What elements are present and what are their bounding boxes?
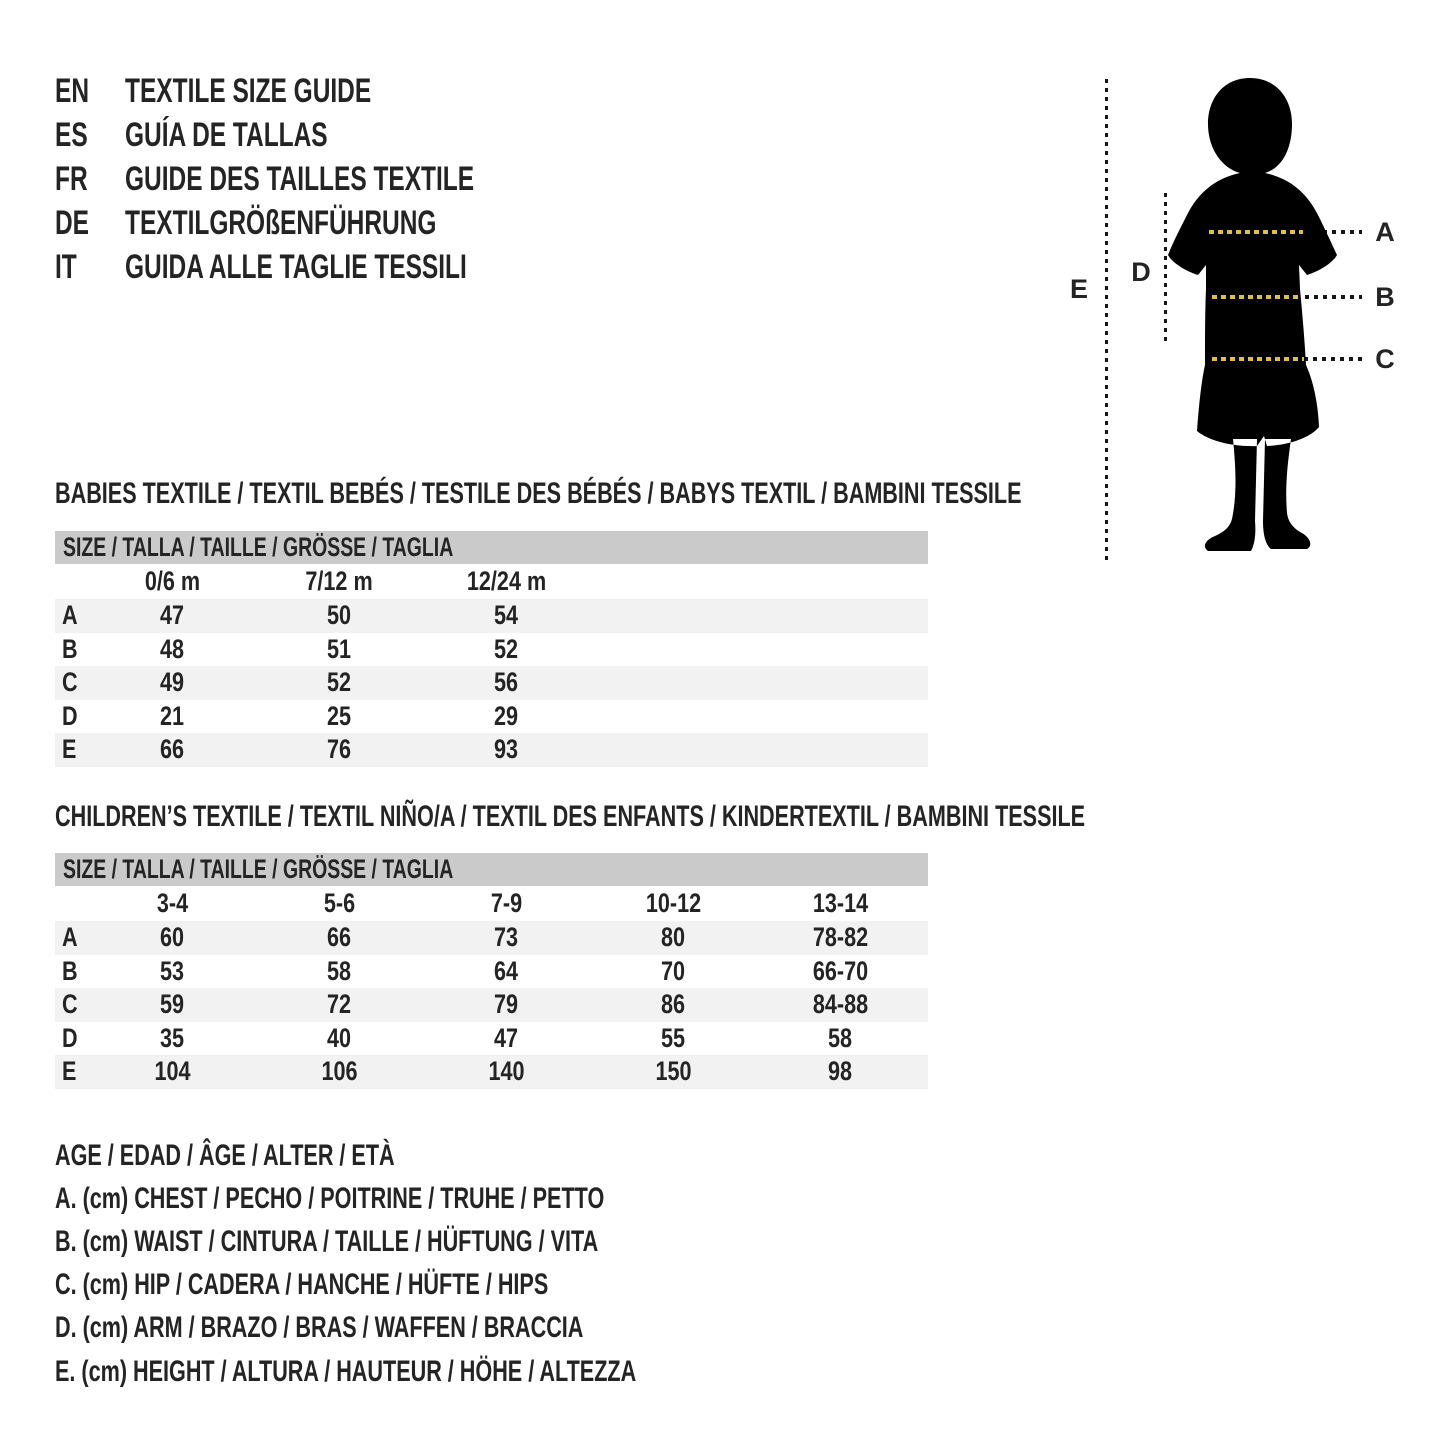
value-cell (89, 667, 256, 698)
value-cell (423, 922, 590, 953)
value-text: 40 (327, 1022, 352, 1053)
table-body (55, 921, 928, 1089)
value-cell (256, 1056, 423, 1087)
value-text: 60 (160, 922, 185, 953)
column-header-text: 7/12 m (305, 566, 374, 596)
table-row (55, 921, 928, 955)
chest-line-label: A (1375, 217, 1395, 247)
value-cell (256, 956, 423, 987)
row-label-text: A (62, 600, 78, 631)
hip-dash-overlay (1212, 357, 1304, 361)
value-cell (423, 956, 590, 987)
value-text: 47 (160, 600, 185, 631)
value-cell (89, 634, 256, 665)
column-header-text: 13-14 (812, 888, 869, 918)
value-text: 70 (661, 955, 686, 986)
row-label (55, 701, 89, 732)
size-header-bar (55, 531, 928, 564)
value-text: 140 (488, 1056, 525, 1087)
value-text: 52 (327, 667, 352, 698)
table-row (55, 700, 928, 734)
chest-dash-overlay (1209, 230, 1303, 234)
size-header-bar (55, 853, 928, 886)
row-label (55, 600, 89, 631)
value-cell (423, 634, 590, 665)
value-cell (256, 922, 423, 953)
value-text: 58 (327, 955, 352, 986)
page-title: TEXTILE SIZE GUIDE (125, 71, 372, 110)
row-label (55, 667, 89, 698)
value-text: 84-88 (812, 989, 869, 1020)
legend-hip: C. (cm) HIP / CADERA / HANCHE / HÜFTE / HIPS (55, 1268, 549, 1302)
value-cell (590, 1056, 757, 1087)
page-title: GUIDA ALLE TAGLIE TESSILI (125, 247, 467, 286)
column-header-text: 5-6 (323, 888, 356, 918)
value-cell (256, 667, 423, 698)
value-cell (89, 734, 256, 765)
language-code: ES (55, 115, 88, 154)
legend-waist: B. (cm) WAIST / CINTURA / TAILLE / HÜFTUNG / VITA (55, 1224, 599, 1258)
column-header-cell (757, 888, 924, 919)
value-text: 64 (494, 955, 519, 986)
value-text: 93 (494, 734, 519, 765)
column-header-cell (256, 888, 423, 919)
legend-arm: D. (cm) ARM / BRAZO / BRAS / WAFFEN / BRACCIA (55, 1311, 584, 1345)
value-text: 106 (321, 1056, 358, 1087)
value-text: 25 (327, 700, 352, 731)
row-label (55, 1056, 89, 1087)
language-code: FR (55, 159, 88, 198)
page-title: TEXTILGRÖßENFÜHRUNG (125, 203, 437, 242)
height-measure-dotted-line (1105, 79, 1108, 563)
value-text: 53 (160, 955, 185, 986)
value-text: 21 (160, 700, 185, 731)
value-text: 58 (828, 1022, 853, 1053)
table-row (55, 666, 928, 700)
column-header-text: 7-9 (490, 888, 523, 918)
value-text: 29 (494, 700, 519, 731)
language-title-block (55, 69, 610, 289)
value-text: 79 (494, 989, 519, 1020)
title-row-es (55, 113, 610, 157)
row-label (55, 989, 89, 1020)
legend-age: AGE / EDAD / ÂGE / ALTER / ETÀ (55, 1138, 395, 1172)
page-title: GUIDE DES TAILLES TEXTILE (125, 159, 475, 198)
value-cell (89, 956, 256, 987)
value-cell (423, 600, 590, 631)
value-text: 54 (494, 600, 519, 631)
babies-section-heading: BABIES TEXTILE / TEXTIL BEBÉS / TESTILE DES BÉBÉS / BABYS TEXTIL / BAMBINI TESSILE (55, 477, 1022, 510)
value-cell (423, 701, 590, 732)
value-text: 78-82 (812, 922, 869, 953)
value-cell (423, 667, 590, 698)
language-code: DE (55, 203, 90, 242)
page-title: GUÍA DE TALLAS (125, 115, 328, 154)
row-label-text: C (62, 989, 78, 1020)
value-cell (256, 989, 423, 1020)
value-cell (590, 956, 757, 987)
language-code: EN (55, 71, 90, 110)
children-size-table (55, 853, 928, 1089)
row-label (55, 1023, 89, 1054)
table-row (55, 955, 928, 989)
column-header-cell (256, 566, 423, 597)
value-cell (256, 600, 423, 631)
value-cell (757, 1023, 924, 1054)
waist-dash-overlay (1212, 295, 1298, 299)
row-label-text: D (62, 1022, 78, 1053)
children-section-heading: CHILDREN’S TEXTILE / TEXTIL NIÑO/A / TEXTIL DES ENFANTS / KINDERTEXTIL / BAMBINI TESSILE (55, 800, 1086, 833)
size-header-label: SIZE / TALLA / TAILLE / GRÖSSE / TAGLIA (63, 532, 454, 562)
value-text: 66 (327, 922, 352, 953)
title-row-fr (55, 157, 610, 201)
table-row (55, 599, 928, 633)
row-label (55, 634, 89, 665)
row-label-text: E (62, 734, 77, 765)
waist-line-label: B (1375, 282, 1395, 312)
value-text: 98 (828, 1056, 853, 1087)
column-header-cell (89, 566, 256, 597)
column-header-row (55, 564, 928, 599)
value-text: 80 (661, 922, 686, 953)
column-header-text: 0/6 m (144, 566, 201, 596)
value-text: 104 (154, 1056, 191, 1087)
height-line-label: E (1069, 274, 1088, 304)
title-row-en (55, 69, 610, 113)
row-label-text: C (62, 667, 78, 698)
column-header-text: 10-12 (645, 888, 702, 918)
value-cell (590, 922, 757, 953)
value-cell (423, 1056, 590, 1087)
row-label-text: E (62, 1056, 77, 1087)
value-text: 59 (160, 989, 185, 1020)
value-text: 150 (655, 1056, 692, 1087)
legend-chest: A. (cm) CHEST / PECHO / POITRINE / TRUHE / PETTO (55, 1181, 605, 1215)
value-cell (757, 922, 924, 953)
hip-line-label: C (1375, 344, 1395, 374)
value-text: 86 (661, 989, 686, 1020)
row-label-text: A (62, 922, 78, 953)
row-label-text: B (62, 955, 78, 986)
row-label-text: B (62, 633, 78, 664)
value-cell (89, 701, 256, 732)
value-text: 76 (327, 734, 352, 765)
arm-line-label: D (1131, 257, 1151, 287)
value-text: 72 (327, 989, 352, 1020)
value-text: 73 (494, 922, 519, 953)
title-row-it (55, 245, 610, 289)
value-text: 47 (494, 1022, 519, 1053)
column-header-cell (590, 888, 757, 919)
title-row-de (55, 201, 610, 245)
table-row (55, 633, 928, 667)
value-text: 48 (160, 633, 185, 664)
value-cell (256, 634, 423, 665)
table-row (55, 733, 928, 767)
value-cell (590, 989, 757, 1020)
value-text: 52 (494, 633, 519, 664)
language-code: IT (55, 247, 77, 286)
value-cell (89, 600, 256, 631)
child-silhouette-image (1160, 75, 1360, 575)
value-cell (256, 734, 423, 765)
value-cell (89, 1023, 256, 1054)
row-label (55, 956, 89, 987)
value-cell (590, 1023, 757, 1054)
value-text: 55 (661, 1022, 686, 1053)
value-text: 56 (494, 667, 519, 698)
table-row (55, 988, 928, 1022)
size-header-label: SIZE / TALLA / TAILLE / GRÖSSE / TAGLIA (63, 854, 454, 884)
table-body (55, 599, 928, 767)
value-text: 66 (160, 734, 185, 765)
column-header-cell (423, 888, 590, 919)
value-text: 49 (160, 667, 185, 698)
value-cell (757, 956, 924, 987)
value-text: 50 (327, 600, 352, 631)
column-header-text: 3-4 (156, 888, 189, 918)
table-row (55, 1055, 928, 1089)
value-text: 35 (160, 1022, 185, 1053)
measurement-legend (55, 1134, 862, 1393)
value-cell (89, 922, 256, 953)
value-cell (89, 989, 256, 1020)
column-header-cell (423, 566, 590, 597)
row-label (55, 734, 89, 765)
legend-height: E. (cm) HEIGHT / ALTURA / HAUTEUR / HÖHE / ALTEZZA (55, 1354, 637, 1388)
value-cell (423, 1023, 590, 1054)
value-cell (423, 989, 590, 1020)
value-cell (757, 989, 924, 1020)
column-header-text: 12/24 m (466, 566, 547, 596)
column-header-cell (89, 888, 256, 919)
value-text: 51 (327, 633, 352, 664)
column-header-row (55, 886, 928, 921)
value-cell (256, 1023, 423, 1054)
value-cell (256, 701, 423, 732)
value-text: 66-70 (812, 955, 869, 986)
value-cell (757, 1056, 924, 1087)
row-label (55, 922, 89, 953)
value-cell (89, 1056, 256, 1087)
babies-size-table (55, 531, 928, 767)
row-label-text: D (62, 700, 78, 731)
table-row (55, 1022, 928, 1056)
value-cell (423, 734, 590, 765)
